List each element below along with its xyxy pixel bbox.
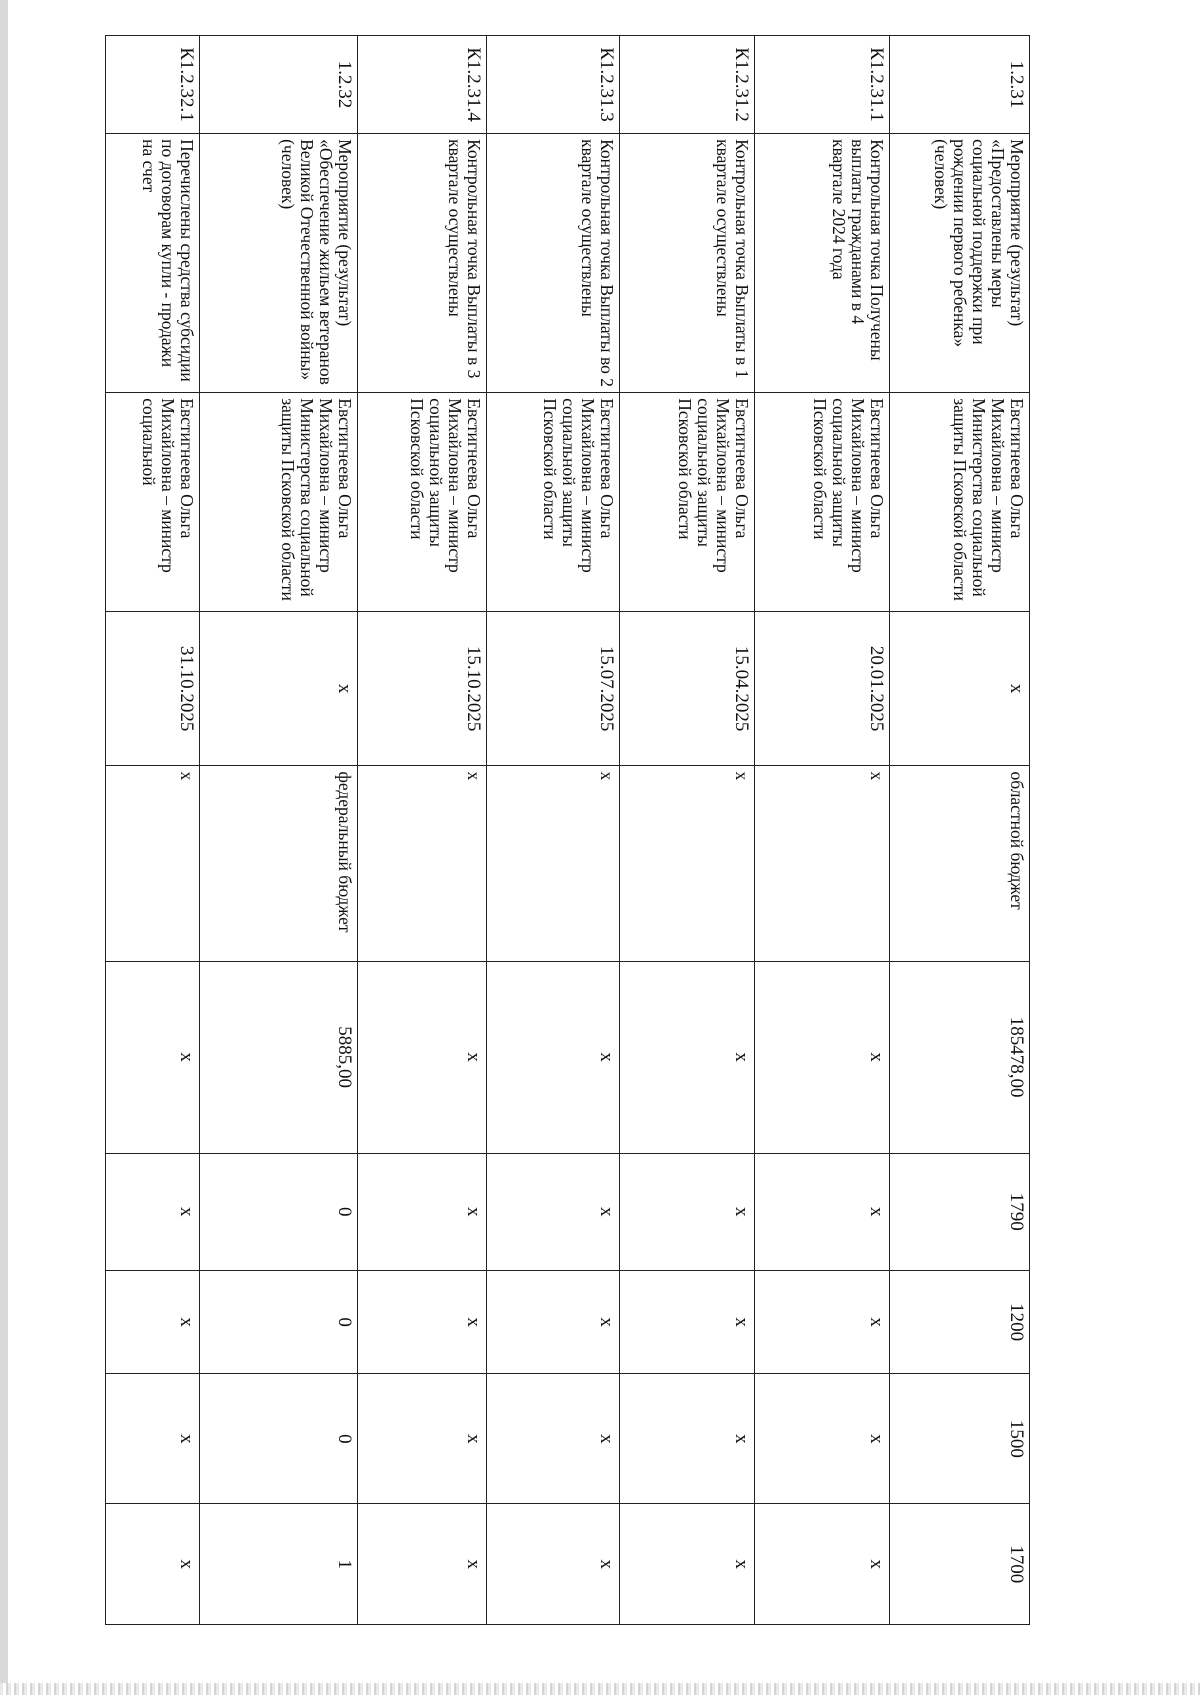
cell-v4: 1 xyxy=(200,1504,357,1625)
cell-v1: 1790 xyxy=(889,1153,1029,1270)
cell-date: 15.04.2025 xyxy=(620,611,755,766)
cell-amount: x xyxy=(106,961,200,1153)
cell-v4: x xyxy=(357,1504,486,1625)
table-row xyxy=(754,36,889,1625)
cell-v1: x xyxy=(357,1153,486,1270)
cell-code: 1.2.32 xyxy=(200,36,357,134)
table-row xyxy=(200,36,357,1625)
cell-code: К1.2.32.1 xyxy=(106,36,200,134)
cell-v2: x xyxy=(486,1270,620,1373)
cell-source: областной бюджет xyxy=(889,766,1029,961)
table-row xyxy=(889,36,1029,1625)
table-row xyxy=(486,36,620,1625)
cell-v3: x xyxy=(754,1374,889,1504)
cell-responsible: Евстигнеева Ольга Михайловна – министр социальной защиты Псковской области xyxy=(754,393,889,612)
cell-code: К1.2.31.2 xyxy=(620,36,755,134)
cell-v3: 0 xyxy=(200,1374,357,1504)
table-row xyxy=(106,36,200,1625)
cell-v2: 1200 xyxy=(889,1270,1029,1373)
cell-v2: 0 xyxy=(200,1270,357,1373)
cell-date: x xyxy=(200,611,357,766)
cell-date: 20.01.2025 xyxy=(754,611,889,766)
cell-v3: x xyxy=(620,1374,755,1504)
cell-name: Перечислены средства субсидии по договорам купли - продажи на счет xyxy=(106,134,200,393)
cell-amount: x xyxy=(620,961,755,1153)
cell-name: Контрольная точка Выплаты в 1 квартале осуществлены xyxy=(620,134,755,393)
cell-name: Мероприятие (результат) «Предоставлены меры социальной поддержки при рождении первого ребенка» (человек) xyxy=(889,134,1029,393)
cell-amount: x xyxy=(357,961,486,1153)
cell-v2: x xyxy=(620,1270,755,1373)
cell-v1: x xyxy=(106,1153,200,1270)
cell-v1: x xyxy=(486,1153,620,1270)
cell-responsible: Евстигнеева Ольга Михайловна – министр социальной защиты Псковской области xyxy=(620,393,755,612)
cell-v3: x xyxy=(486,1374,620,1504)
cell-responsible: Евстигнеева Ольга Михайловна – министр Министерства социальной защиты Псковской области xyxy=(889,393,1029,612)
cell-code: К1.2.31.1 xyxy=(754,36,889,134)
cell-source: x xyxy=(486,766,620,961)
cell-v2: x xyxy=(106,1270,200,1373)
cell-v4: x xyxy=(620,1504,755,1625)
table-body xyxy=(106,36,1030,1625)
cell-source: x xyxy=(106,766,200,961)
cell-responsible: Евстигнеева Ольга Михайловна – министр Министерства социальной защиты Псковской области xyxy=(200,393,357,612)
cell-source: федеральный бюджет xyxy=(200,766,357,961)
table-row xyxy=(620,36,755,1625)
rotated-table-container xyxy=(105,35,1030,1625)
scan-bottom-strip xyxy=(0,1683,1200,1695)
cell-code: 1.2.31 xyxy=(889,36,1029,134)
cell-responsible: Евстигнеева Ольга Михайловна – министр социальной защиты Псковской области xyxy=(357,393,486,612)
cell-amount: 185478,00 xyxy=(889,961,1029,1153)
cell-v3: 1500 xyxy=(889,1374,1029,1504)
cell-amount: 5885,00 xyxy=(200,961,357,1153)
cell-date: x xyxy=(889,611,1029,766)
budget-table xyxy=(105,35,1030,1625)
cell-responsible: Евстигнеева Ольга Михайловна – министр социальной защиты Псковской области xyxy=(486,393,620,612)
cell-code: К1.2.31.3 xyxy=(486,36,620,134)
cell-date: 15.07.2025 xyxy=(486,611,620,766)
cell-v3: x xyxy=(106,1374,200,1504)
cell-v4: x xyxy=(754,1504,889,1625)
cell-date: 31.10.2025 xyxy=(106,611,200,766)
cell-name: Мероприятие (результат) «Обеспечение жильем ветеранов Великой Отечественной войны» (человек) xyxy=(200,134,357,393)
cell-amount: x xyxy=(754,961,889,1153)
cell-source: x xyxy=(620,766,755,961)
cell-v4: x xyxy=(486,1504,620,1625)
cell-amount: x xyxy=(486,961,620,1153)
cell-v1: x xyxy=(620,1153,755,1270)
cell-name: Контрольная точка Получены выплаты гражданами в 4 квартале 2024 года xyxy=(754,134,889,393)
cell-name: Контрольная точка Выплаты во 2 квартале осуществлены xyxy=(486,134,620,393)
cell-source: x xyxy=(357,766,486,961)
table-row xyxy=(357,36,486,1625)
cell-v4: 1700 xyxy=(889,1504,1029,1625)
cell-v3: x xyxy=(357,1374,486,1504)
cell-v2: x xyxy=(357,1270,486,1373)
scan-left-edge xyxy=(0,0,8,1695)
cell-code: К1.2.31.4 xyxy=(357,36,486,134)
cell-v2: x xyxy=(754,1270,889,1373)
cell-date: 15.10.2025 xyxy=(357,611,486,766)
cell-responsible: Евстигнеева Ольга Михайловна – министр социальной xyxy=(106,393,200,612)
cell-v1: 0 xyxy=(200,1153,357,1270)
cell-v1: x xyxy=(754,1153,889,1270)
cell-source: x xyxy=(754,766,889,961)
cell-v4: x xyxy=(106,1504,200,1625)
cell-name: Контрольная точка Выплаты в 3 квартале осуществлены xyxy=(357,134,486,393)
